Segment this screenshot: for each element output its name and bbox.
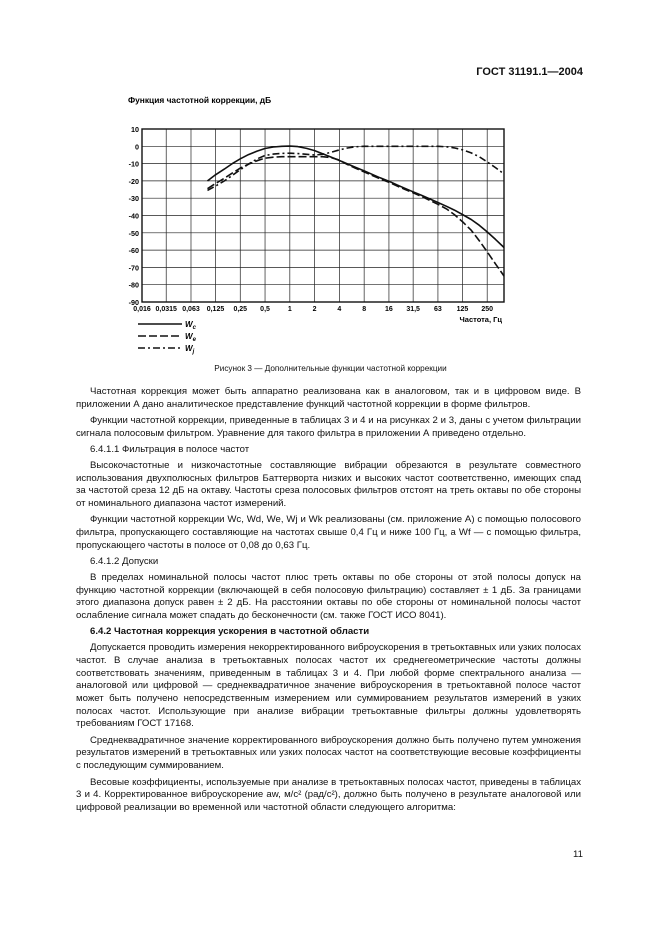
chart-title: Функция частотной коррекции, дБ [128,95,272,105]
legend-subscript: j [192,349,195,355]
x-tick-label: 2 [312,306,317,313]
x-tick-label: 63 [434,306,442,313]
figure-caption: Рисунок 3 — Дополнительные функции частотной коррекции [214,364,447,373]
y-tick-label: -50 [128,228,139,238]
y-tick-label: -60 [128,246,139,256]
paragraph: Частотная коррекция может быть аппаратно реализована как в аналоговом, так и в цифровом виде. В приложении А дано аналитическое представление функций частотной коррекции в форме фильтров. [76,386,581,410]
paragraph: Высокочастотные и низкочастотные составляющие вибрации обрезаются в результате совместного использования двухполюсных фильтров Баттерворта низких и высоких частот соответственно, имеющих спад за частотой среза 12 дБ на октаву. Частоты среза полосовых фильтров отстоят на треть октавы по обе стороны от номинального диапазона частот измерений. [76,459,581,509]
y-tick-label: 0 [135,142,139,152]
paragraph: В пределах номинальной полосы частот плюс треть октавы по обе стороны от этой полосы допуск на функцию частотной коррекции (включающей в себя полосовую фильтрацию) составляет ± 1 дБ. За границами этого диапазона допуск равен ± 2 дБ. На расстоянии октавы по обе стороны от номинальной полосы частот ослабление сигнала может спадать до бесконечности (см. также ГОСТ ИСО 8041). [76,571,581,621]
legend-subscript: e [192,337,196,343]
y-tick-label: -70 [128,263,139,273]
legend-label: $W_c$ [185,320,196,331]
y-tick-labels [129,125,139,307]
series-line-wc [208,146,505,247]
x-tick-label: 0,063 [182,306,200,313]
x-tick-label: 31,5 [406,306,420,313]
section-heading: 6.4.1.2 Допуски [90,556,159,568]
document-header: ГОСТ 31191.1—2004 [476,66,583,78]
y-tick-label: -40 [128,211,139,221]
chart-series [208,146,505,276]
x-tick-label: 4 [337,306,342,313]
x-tick-label: 125 [456,306,469,313]
x-tick-label: 0,125 [206,306,225,313]
legend-label: $W_j$ [185,344,195,355]
x-tick-label: 0,5 [260,306,270,313]
x-tick-label: 250 [481,306,494,313]
paragraph: Весовые коэффициенты, используемые при анализе в третьоктавных полосах частот, приведены в таблицах 3 и 4. Корректированное виброускорение aw, м/с² (рад/с²), должно быть получено в результате аналоговой или цифровой реализации во временной или частотной области следующего алгоритма: [76,776,581,813]
chart-legend [138,320,197,355]
paragraph: Допускается проводить измерения некорректированного виброускорения в третьоктавных или узких полосах частот. В случае анализа в третьоктавных полосах частот их среднегеометрические частоты должны соответствовать значениям, приведенным в таблицах 3 и 4. При любой форме спектрального анализа — аналоговой или цифровой — среднеквадратичное значение виброускорения в третьоктавной полосе частот может быть получено непосредственным измерением или суммированием результатов измерений в узких полосах частот. Использующие при анализе вибрации третьоктавные фильтры должны удовлетворять требованиям ГОСТ 17168. [76,642,581,730]
x-tick-label: 0,016 [133,306,151,313]
y-tick-label: -80 [128,280,139,290]
legend-subscript: c [192,325,196,331]
x-tick-label: 16 [385,306,393,313]
section-heading: 6.4.1.1 Фильтрация в полосе частот [90,444,250,456]
frequency-weighting-chart [118,92,518,360]
x-tick-label: 8 [362,306,367,313]
paragraph: Среднеквадратичное значение корректированного виброускорения должно быть получено путем умножения результатов измерений в третьоктавных или узких полосах частот на соответствующие весовые коэффициенты с последующим суммированием. [76,734,581,772]
section-heading: 6.4.2 Частотная коррекция ускорения в частотной области [90,626,370,638]
x-tick-label: 0,0315 [155,306,177,313]
x-tick-label: 1 [287,306,292,313]
legend-label: $W_e$ [185,332,196,343]
series-line-we [208,157,505,276]
x-tick-labels [133,306,493,313]
body-text [76,386,581,818]
y-tick-label: -20 [128,176,139,186]
y-tick-label: -30 [128,194,139,204]
paragraph: Функции частотной коррекции Wc, Wd, We, Wj и Wk реализованы (см. приложение А) с помощью полосового фильтра, пропускающего составляющие на частотах свыше 0,4 Гц и ниже 100 Гц, а Wf — с помощью фильтра, пропускающего частоты в полосе от 0,08 до 0,63 Гц. [76,514,581,551]
y-tick-label: 10 [131,125,139,134]
y-tick-label: -10 [128,159,139,169]
x-tick-label: 0,25 [233,306,248,313]
paragraph: Функции частотной коррекции, приведенные в таблицах 3 и 4 и на рисунках 2 и 3, даны с учетом фильтрации сигнала полосовым фильтром. Уравнение для такого фильтра в приложении А приведено отдельно. [76,415,581,439]
page-number: 11 [573,849,583,860]
x-axis-label: Частота, Гц [459,315,502,324]
y-tick-label: -90 [128,298,139,307]
